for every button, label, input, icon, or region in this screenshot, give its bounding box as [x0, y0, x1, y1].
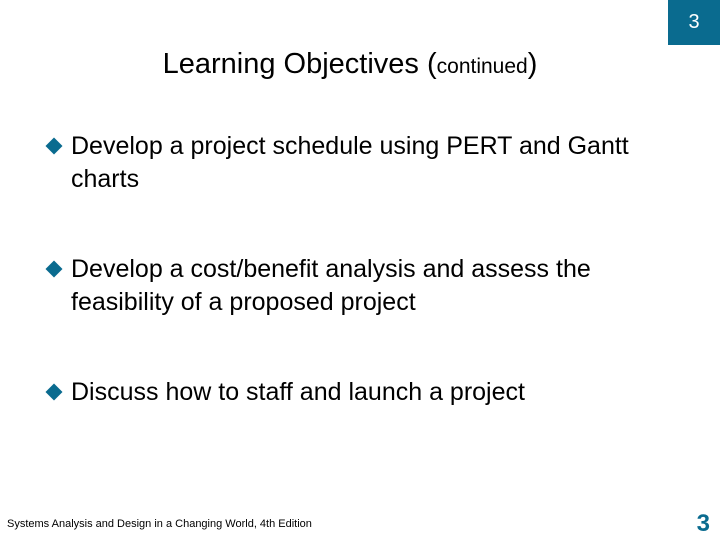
diamond-bullet-icon	[46, 384, 63, 401]
slide-title-close-paren: )	[527, 48, 538, 80]
footer-page-number: 3	[696, 510, 710, 537]
bullet-text: Discuss how to staff and launch a project	[71, 378, 525, 406]
bullet-list	[45, 130, 685, 466]
footer-text: Systems Analysis and Design in a Changing World, 4th Edition	[7, 518, 312, 530]
page-number-badge	[668, 0, 720, 45]
bullet-item	[45, 130, 685, 196]
slide-title-continued: continued	[436, 55, 528, 78]
diamond-bullet-icon	[46, 261, 63, 278]
page-number-badge-label: 3	[688, 11, 700, 33]
slide-title-open-paren: (	[426, 48, 437, 80]
bullet-item	[45, 376, 685, 409]
slide-title-main: Learning Objectives	[162, 48, 427, 80]
bullet-item	[45, 253, 685, 319]
diamond-bullet-icon	[46, 138, 63, 155]
bullet-text: Develop a project schedule using PERT and Gantt charts	[71, 132, 629, 193]
bullet-text: Develop a cost/benefit analysis and assess the feasibility of a proposed project	[71, 255, 591, 316]
slide-title	[0, 44, 700, 87]
